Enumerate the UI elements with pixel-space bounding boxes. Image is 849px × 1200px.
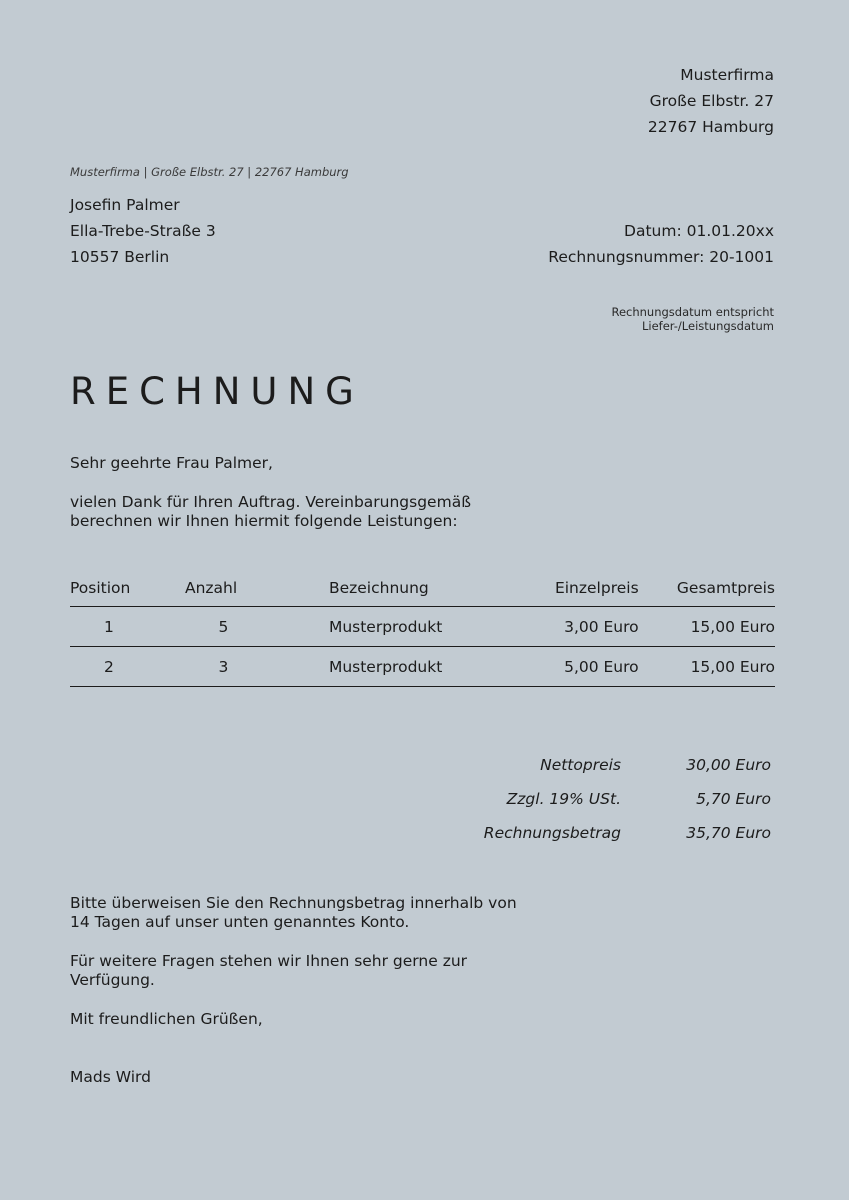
net-row: [381, 748, 771, 782]
header-position: Position: [70, 579, 131, 597]
gross-row: [381, 816, 771, 850]
invoice-meta: [548, 218, 774, 270]
greeting: [70, 454, 273, 473]
gross-label: Rechnungsbetrag: [483, 824, 621, 842]
table-row: [70, 607, 775, 647]
sender-address: [648, 62, 774, 140]
payment-paragraph: [70, 894, 517, 932]
vat-label: Zzgl. 19% USt.: [506, 790, 621, 808]
date-note-line2: Liefer-/Leistungsdatum: [641, 319, 774, 333]
net-value: 30,00 Euro: [686, 756, 771, 774]
items-table: [70, 570, 775, 687]
closing-text: Mit freundlichen Grüßen,: [70, 1010, 263, 1028]
row-total-price: 15,00 Euro: [690, 617, 775, 636]
net-label: Nettopreis: [540, 756, 621, 774]
date-note-line1: Rechnungsdatum entspricht: [611, 305, 774, 319]
vat-value: 5,70 Euro: [696, 790, 771, 808]
greeting-text: Sehr geehrte Frau Palmer,: [70, 454, 273, 472]
row-total-price: 15,00 Euro: [690, 657, 775, 676]
gross-value: 35,70 Euro: [686, 824, 771, 842]
row-description: Musterprodukt: [328, 657, 443, 676]
row-unit-price: 5,00 Euro: [564, 657, 639, 676]
row-position: 2: [104, 657, 114, 676]
intro-line2: berechnen wir Ihnen hiermit folgende Leistungen:: [70, 512, 458, 530]
header-unit-price: Einzelpreis: [554, 579, 639, 597]
recipient-name: Josefin Palmer: [70, 196, 180, 214]
sender-company: Musterfirma: [680, 66, 774, 84]
document-title: RECHNUNG: [70, 370, 364, 413]
payment-line2: 14 Tagen auf unser unten genanntes Konto.: [70, 913, 410, 931]
table-header-row: [70, 570, 775, 607]
totals-block: [381, 748, 771, 850]
signature: [70, 1068, 151, 1087]
questions-line2: Verfügung.: [70, 971, 155, 989]
row-position: 1: [104, 617, 114, 636]
header-total-price: Gesamtpreis: [676, 579, 775, 597]
row-description: Musterprodukt: [328, 617, 443, 636]
sender-street: Große Elbstr. 27: [649, 92, 774, 110]
row-quantity: 3: [218, 657, 229, 676]
row-unit-price: 3,00 Euro: [564, 617, 639, 636]
recipient-city: 10557 Berlin: [70, 248, 170, 266]
header-description: Bezeichnung: [328, 579, 429, 597]
signature-name: Mads Wird: [70, 1068, 151, 1086]
questions-paragraph: [70, 952, 467, 990]
invoice-date: Datum: 01.01.20xx: [624, 222, 774, 240]
vat-row: [381, 782, 771, 816]
intro-line1: vielen Dank für Ihren Auftrag. Vereinbarungsgemäß: [70, 493, 471, 511]
sender-city: 22767 Hamburg: [647, 118, 774, 136]
return-address-line: Musterfirma | Große Elbstr. 27 | 22767 Hamburg: [70, 165, 349, 179]
payment-line1: Bitte überweisen Sie den Rechnungsbetrag innerhalb von: [70, 894, 517, 912]
date-note: [611, 305, 774, 333]
table-row: [70, 647, 775, 687]
intro-paragraph: [70, 493, 471, 531]
recipient-address: [70, 192, 216, 270]
closing: [70, 1010, 263, 1029]
invoice-number: Rechnungsnummer: 20-1001: [548, 248, 774, 266]
questions-line1: Für weitere Fragen stehen wir Ihnen sehr gerne zur: [70, 952, 468, 970]
row-quantity: 5: [218, 617, 229, 636]
recipient-street: Ella-Trebe-Straße 3: [70, 222, 216, 240]
header-quantity: Anzahl: [184, 579, 238, 597]
